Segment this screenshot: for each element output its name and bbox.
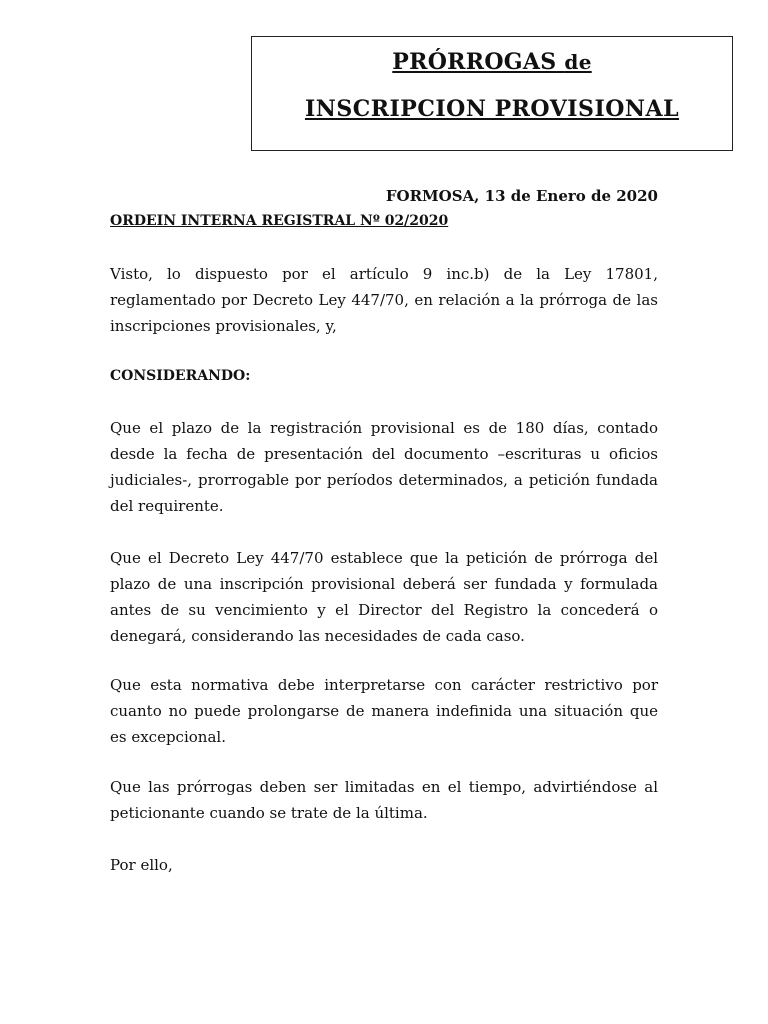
considerando-heading: CONSIDERANDO: xyxy=(110,368,251,384)
title-box xyxy=(251,36,733,151)
order-number: ORDEIN INTERNA REGISTRAL Nº 02/2020 xyxy=(110,213,449,229)
paragraph-3: Que esta normativa debe interpretarse con carácter restrictivo por cuanto no puede prolongarse de manera indefinida una situación que es excepcional. xyxy=(110,676,658,746)
document-title-line-2: INSCRIPCION PROVISIONAL xyxy=(304,96,680,122)
title-connector: de xyxy=(564,50,592,74)
paragraph-4: Que las prórrogas deben ser limitadas en el tiempo, advirtiéndose al peticionante cuando se trate de la última. xyxy=(110,778,658,822)
title-word: PRÓRROGAS xyxy=(392,49,557,75)
document-title-line-1 xyxy=(252,49,732,75)
paragraph-1: Que el plazo de la registración provisional es de 180 días, contado desde la fecha de presentación del documento –escrituras u oficios judiciales-, prorrogable por períodos determinados, a petición fundada del requirente. xyxy=(110,419,658,515)
closing-line: Por ello, xyxy=(110,856,173,874)
paragraph-visto: Visto, lo dispuesto por el artículo 9 inc.b) de la Ley 17801, reglamentado por Decreto Ley 447/70, en relación a la prórroga de las inscripciones provisionales, y, xyxy=(110,265,658,335)
date-line: FORMOSA, 13 de Enero de 2020 xyxy=(385,187,658,205)
paragraph-2: Que el Decreto Ley 447/70 establece que la petición de prórroga del plazo de una inscripción provisional deberá ser fundada y formulada antes de su vencimiento y el Director del Registro la concederá o denegará, considerando las necesidades de cada caso. xyxy=(110,549,658,645)
